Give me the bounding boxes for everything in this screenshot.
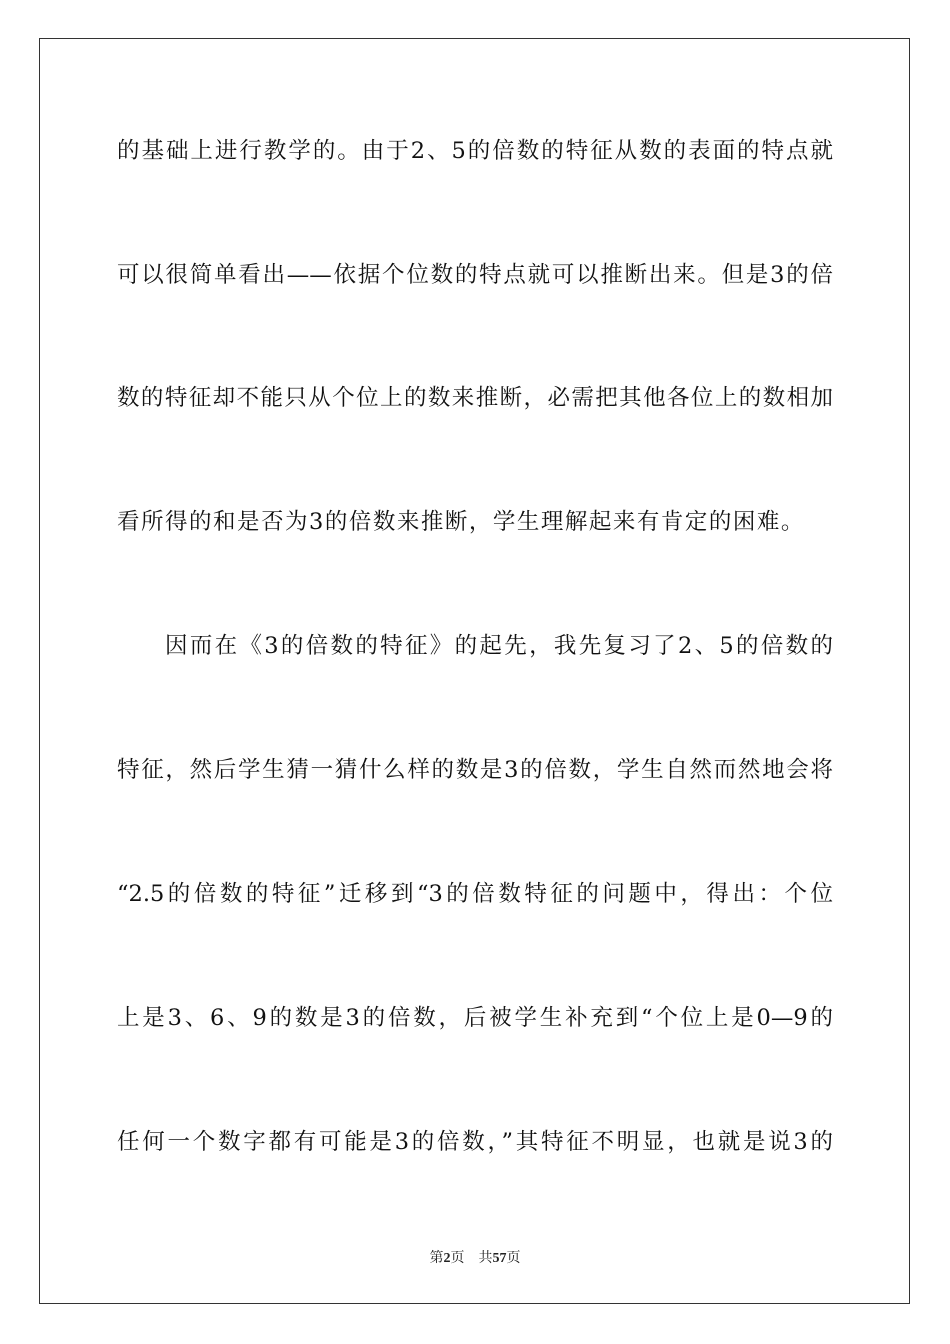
- body-line-8: 上是3、6、9的数是3的倍数，后被学生补充到“个位上是0—9的: [117, 1005, 833, 1031]
- page-border: [39, 38, 910, 1304]
- body-line-7: “2.5的倍数的特征”迁移到“3的倍数特征的问题中，得出：个位: [117, 881, 833, 907]
- body-line-3: 数的特征却不能只从个位上的数来推断，必需把其他各位上的数相加: [117, 385, 833, 411]
- body-line-4: 看所得的和是否为3的倍数来推断，学生理解起来有肯定的困难。: [117, 509, 805, 535]
- footer-page-prefix: 第: [429, 1251, 444, 1266]
- body-line-9: 任何一个数字都有可能是3的倍数，”其特征不明显，也就是说3的: [117, 1129, 833, 1155]
- body-line-6: 特征，然后学生猜一猜什么样的数是3的倍数，学生自然而然地会将: [117, 757, 833, 783]
- body-line-5-paragraph-start: 因而在《3的倍数的特征》的起先，我先复习了2、5的倍数的: [165, 633, 833, 659]
- footer-total-suffix: 页: [506, 1251, 521, 1266]
- footer-page-suffix: 页: [450, 1251, 465, 1266]
- footer-page-number: 2: [443, 1251, 451, 1266]
- body-line-1: 的基础上进行教学的。由于2、5的倍数的特征从数的表面的特点就: [117, 138, 833, 164]
- footer-total-prefix: 共: [478, 1251, 493, 1266]
- page-footer: [0, 1247, 950, 1267]
- footer-total-pages: 57: [492, 1251, 507, 1266]
- body-line-2: 可以很简单看出——依据个位数的特点就可以推断出来。但是3的倍: [117, 262, 833, 288]
